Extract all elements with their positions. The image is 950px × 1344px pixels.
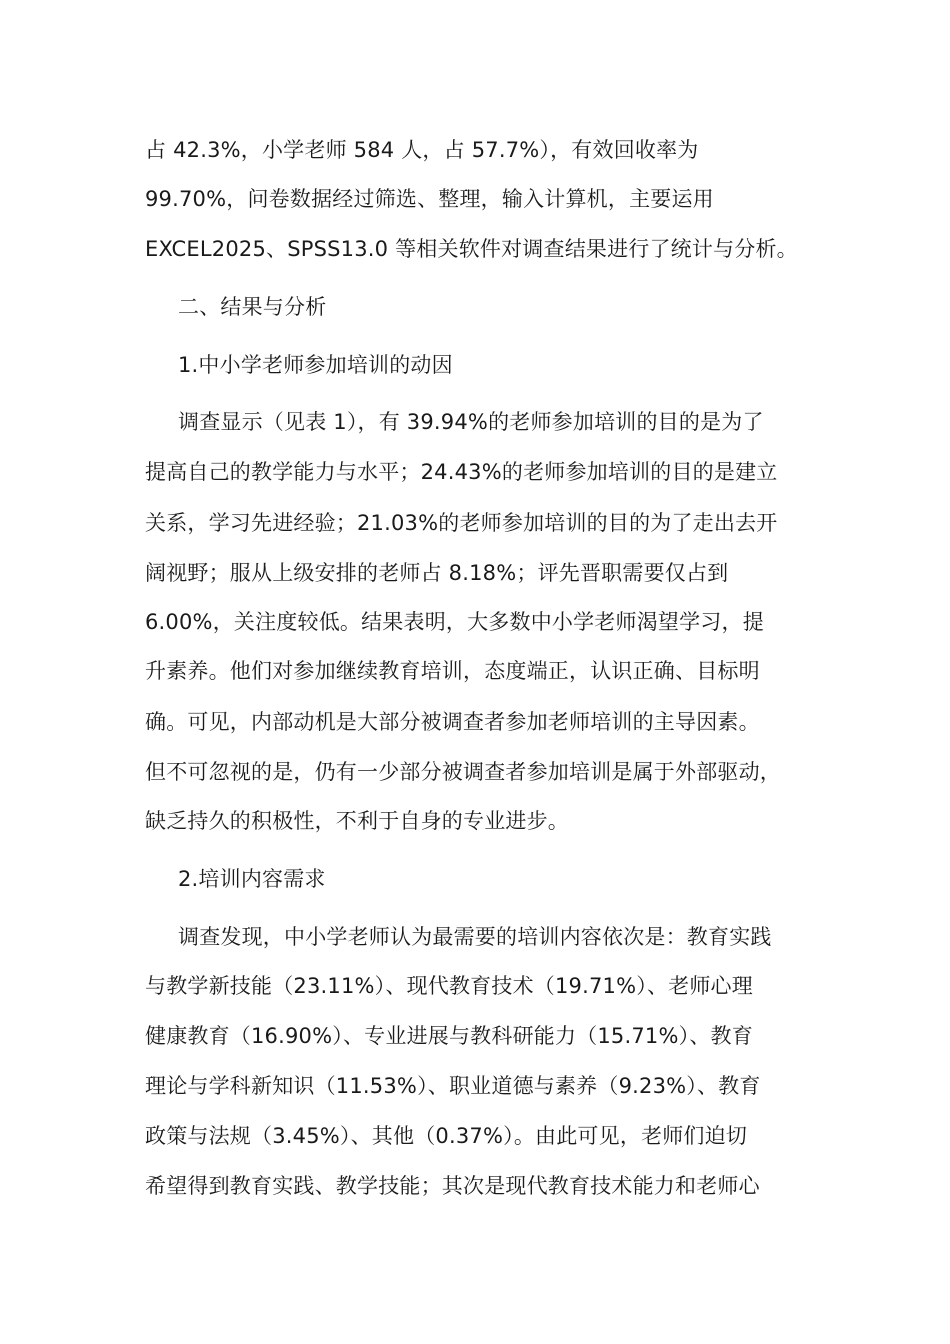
paragraph-line: 政策与法规（3.45%）、其他（0.37%）。由此可见，老师们迫切 xyxy=(145,1124,748,1148)
paragraph-line: 与教学新技能（23.11%）、现代教育技术（19.71%）、老师心理 xyxy=(145,974,753,998)
section-heading: 二、结果与分析 xyxy=(178,295,327,319)
paragraph-line: 确。可见，内部动机是大部分被调查者参加老师培训的主导因素。 xyxy=(145,710,760,734)
text-line: 占 42.3%，小学老师 584 人，占 57.7%），有效回收率为 xyxy=(145,138,699,162)
paragraph-line: 希望得到教育实践、教学技能；其次是现代教育技术能力和老师心 xyxy=(145,1174,760,1198)
paragraph-line: 调查发现，中小学老师认为最需要的培训内容依次是：教育实践 xyxy=(178,925,772,949)
subsection-heading: 2.培训内容需求 xyxy=(178,867,326,891)
paragraph-line: 但不可忽视的是，仍有一少部分被调查者参加培训是属于外部驱动， xyxy=(145,760,781,784)
paragraph-line: 阔视野；服从上级安排的老师占 8.18%；评先晋职需要仅占到 xyxy=(145,561,729,585)
paragraph-line: 缺乏持久的积极性，不利于自身的专业进步。 xyxy=(145,809,569,833)
paragraph-line: 提高自己的教学能力与水平；24.43%的老师参加培训的目的是建立 xyxy=(145,460,778,484)
paragraph-line: 健康教育（16.90%）、专业进展与教科研能力（15.71%）、教育 xyxy=(145,1024,753,1048)
paragraph-line: 理论与学科新知识（11.53%）、职业道德与素养（9.23%）、教育 xyxy=(145,1074,761,1098)
paragraph-line: 关系，学习先进经验；21.03%的老师参加培训的目的为了走出去开 xyxy=(145,511,778,535)
paragraph-line: 升素养。他们对参加继续教育培训，态度端正，认识正确、目标明 xyxy=(145,659,760,683)
subsection-heading: 1.中小学老师参加培训的动因 xyxy=(178,353,453,377)
paragraph-line: 调查显示（见表 1），有 39.94%的老师参加培训的目的是为了 xyxy=(178,410,764,434)
paragraph-line: 6.00%，关注度较低。结果表明，大多数中小学老师渴望学习，提 xyxy=(145,610,764,634)
text-line: EXCEL2025、SPSS13.0 等相关软件对调查结果进行了统计与分析。 xyxy=(145,237,798,261)
text-line: 99.70%，问卷数据经过筛选、整理，输入计算机，主要运用 xyxy=(145,187,714,211)
